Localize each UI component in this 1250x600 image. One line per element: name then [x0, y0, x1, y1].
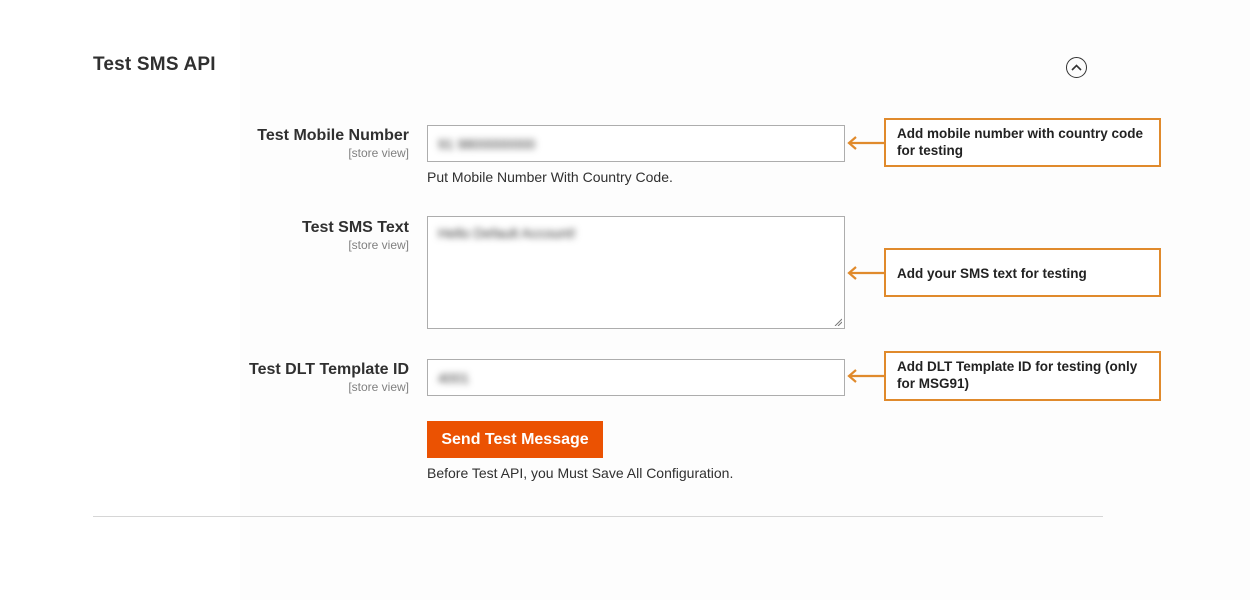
arrow-left-icon — [845, 265, 885, 281]
mobile-label: Test Mobile Number — [257, 127, 409, 144]
sms-field-wrapper — [427, 216, 845, 329]
arrow-left-icon — [845, 135, 885, 151]
mobile-scope: [store view] — [348, 146, 409, 160]
sms-scope: [store view] — [348, 238, 409, 252]
resize-handle-icon[interactable] — [834, 318, 842, 326]
mobile-label-group — [257, 127, 409, 160]
arrow-left-icon — [845, 368, 885, 384]
dlt-field-wrapper — [427, 359, 845, 396]
dlt-scope: [store view] — [348, 380, 409, 394]
mobile-note: Put Mobile Number With Country Code. — [427, 169, 673, 185]
mobile-field-wrapper — [427, 125, 845, 162]
section-title: Test SMS API — [93, 54, 216, 75]
section-divider — [93, 516, 1103, 517]
send-note: Before Test API, you Must Save All Configuration. — [427, 465, 734, 481]
callout-mobile: Add mobile number with country code for testing — [884, 118, 1161, 167]
callout-dlt: Add DLT Template ID for testing (only for MSG91) — [884, 351, 1161, 401]
mobile-input[interactable] — [428, 126, 844, 161]
sms-textarea[interactable] — [428, 217, 844, 328]
dlt-label: Test DLT Template ID — [248, 361, 409, 378]
dlt-label-group — [249, 361, 409, 394]
sms-label: Test SMS Text — [302, 219, 409, 236]
sms-label-group — [302, 219, 409, 252]
chevron-up-icon — [1071, 64, 1082, 71]
callout-sms: Add your SMS text for testing — [884, 248, 1161, 297]
dlt-input[interactable] — [428, 360, 844, 395]
send-test-message-button[interactable]: Send Test Message — [427, 421, 603, 458]
collapse-section-button[interactable] — [1066, 57, 1087, 78]
